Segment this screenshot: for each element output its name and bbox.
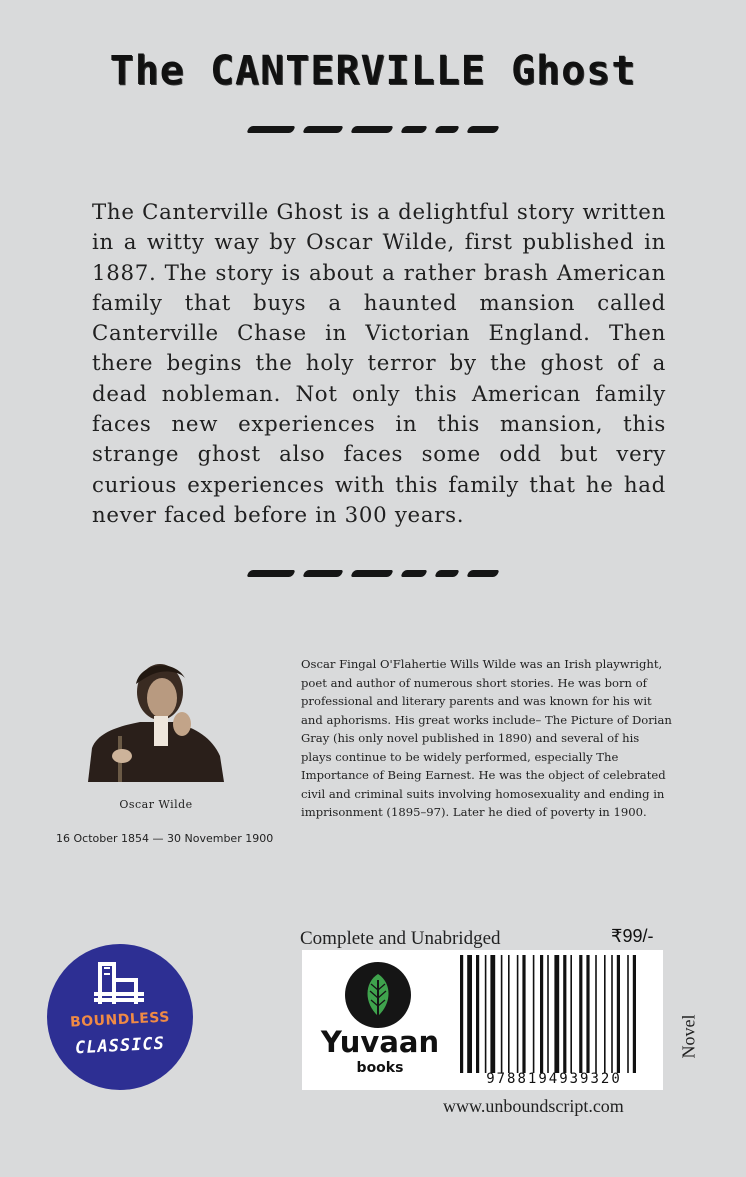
author-portrait	[84, 652, 226, 784]
edition-label: Complete and Unabridged	[300, 928, 501, 949]
imprint-name-bottom: CLASSICS	[74, 1033, 166, 1059]
website-url: www.unboundscript.com	[443, 1096, 624, 1116]
isbn-barcode	[458, 955, 658, 1073]
book-title: The CANTERVILLE Ghost	[109, 48, 637, 94]
deck-chair-icon	[92, 960, 146, 1006]
imprint-name-top: BOUNDLESS	[69, 1009, 171, 1031]
isbn-number: 9788194939320	[486, 1071, 622, 1087]
author-name-caption: Oscar Wilde	[119, 798, 193, 811]
publisher-subtitle: books	[356, 1060, 404, 1076]
genre-label: Novel	[678, 1014, 699, 1059]
book-description: The Canterville Ghost is a delightful story written in a witty way by Oscar Wilde, first published in 1887. The story is about a rather brash American family that buys a haunted mansion called Canterville Chase in Victorian England. Then there begins the holy terror by the ghost of a dead nobleman. Not only this American family faces new experiences in this mansion, this strange ghost also faces some odd but very curious experiences with this family that he had never faced before in 300 years.	[92, 200, 666, 528]
author-biography: Oscar Fingal O'Flahertie Wills Wilde was an Irish playwright, poet and author of numerous short stories. He was born of professional and literary parents and was known for his wit and aphorisms. His great works include– The Picture of Dorian Gray (his only novel published in 1890) and several of his plays continue to be widely performed, especially The Importance of Being Earnest. He was the object of celebrated civil and criminal suits involving homosexuality and ending in imprisonment (1895–97). Later he died of poverty in 1900.	[301, 657, 672, 819]
title-divider	[0, 126, 746, 133]
price-label: ₹99/-	[611, 926, 654, 946]
publisher-name: Yuvaan	[320, 1025, 440, 1059]
author-life-dates: 16 October 1854 — 30 November 1900	[56, 832, 274, 845]
description-divider	[0, 570, 746, 577]
leaf-icon	[343, 960, 413, 1030]
